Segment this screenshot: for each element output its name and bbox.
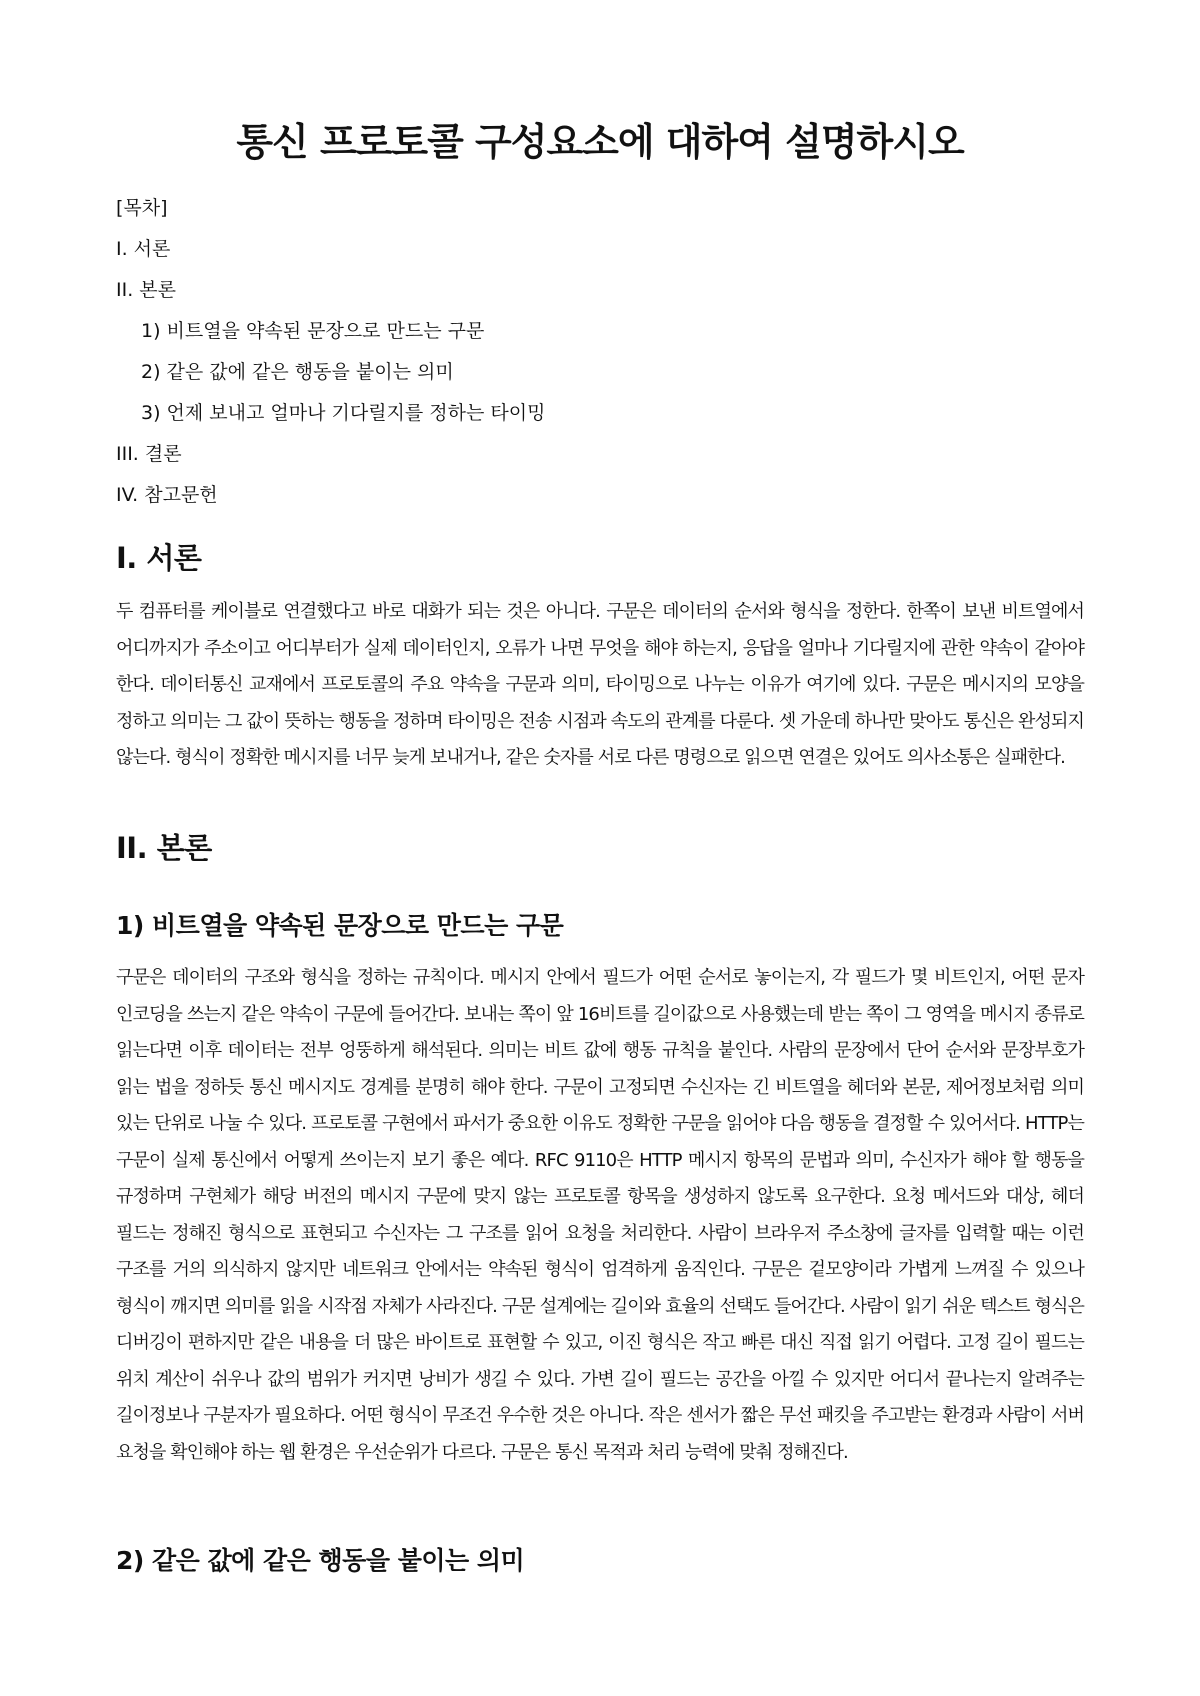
- table-of-contents: [116, 188, 1084, 516]
- toc-item-semantics: 2) 같은 값에 같은 행동을 붙이는 의미: [141, 361, 454, 383]
- document-title: 통신 프로토콜 구성요소에 대하여 설명하시오: [236, 120, 964, 164]
- toc-heading: [목차]: [116, 197, 168, 219]
- toc-item-body: II. 본론: [116, 279, 176, 301]
- syntax-paragraph: 구문은 데이터의 구조와 형식을 정하는 규칙이다. 메시지 안에서 필드가 어떤 순서로 놓이는지, 각 필드가 몇 비트인지, 어떤 문자 인코딩을 쓰는지 같은 약속이 구문에 들어간다. 보내는 쪽이 앞 16비트를 길이값으로 사용했는데 받는 쪽이 그 영역을 메시지 종류로 읽는다면 이후 데이터는 전부 엉뚱하게 해석된다. 의미는 비트 값에 행동 규칙을 붙인다. 사람의 문장에서 단어 순서와 문장부호가 읽는 법을 정하듯 통신 메시지도 경계를 분명히 해야 한다. 구문이 고정되면 수신자는 긴 비트열을 헤더와 본문, 제어정보처럼 의미 있는 단위로 나눌 수 있다. 프로토콜 구현에서 파서가 중요한 이유도 정확한 구문을 읽어야 다음 행동을 결정할 수 있어서다. HTTP는 구문이 실제 통신에서 어떻게 쓰이는지 보기 좋은 예다. RFC 9110은 HTTP 메시지 항목의 문법과 의미, 수신자가 해야 할 행동을 규정하며 구현체가 해당 버전의 메시지 구문에 맞지 않는 프로토콜 항목을 생성하지 않도록 요구한다. 요청 메서드와 대상, 헤더 필드는 정해진 형식으로 표현되고 수신자는 그 구조를 읽어 요청을 처리한다. 사람이 브라우저 주소창에 글자를 입력할 때는 이런 구조를 거의 의식하지 않지만 네트워크 안에서는 약속된 형식이 엄격하게 움직인다. 구문은 겉모양이라 가볍게 느껴질 수 있으나 형식이 깨지면 의미를 읽을 시작점 자체가 사라진다. 구문 설계에는 길이와 효율의 선택도 들어간다. 사람이 읽기 쉬운 텍스트 형식은 디버깅이 편하지만 같은 내용을 더 많은 바이트로 표현할 수 있고, 이진 형식은 작고 빠른 대신 직접 읽기 어렵다. 고정 길이 필드는 위치 계산이 쉬우나 값의 범위가 커지면 낭비가 생길 수 있다. 가변 길이 필드는 공간을 아낄 수 있지만 어디서 끝나는지 알려주는 길이정보나 구분자가 필요하다. 어떤 형식이 무조건 우수한 것은 아니다. 작은 센서가 짧은 무선 패킷을 주고받는 환경과 사람이 서버 요청을 확인해야 하는 웹 환경은 우선순위가 다르다. 구문은 통신 목적과 처리 능력에 맞춰 정해진다.: [116, 967, 1084, 1463]
- document-page: [116, 0, 1084, 1696]
- toc-item-timing: 3) 언제 보내고 얼마나 기다릴지를 정하는 타이밍: [141, 402, 546, 424]
- intro-heading: I. 서론: [116, 541, 202, 575]
- body-heading: II. 본론: [116, 831, 212, 865]
- toc-item-intro: I. 서론: [116, 238, 171, 260]
- intro-paragraph: 두 컴퓨터를 케이블로 연결했다고 바로 대화가 되는 것은 아니다. 구문은 데이터의 순서와 형식을 정한다. 한쪽이 보낸 비트열에서 어디까지가 주소이고 어디부터가 실제 데이터인지, 오류가 나면 무엇을 해야 하는지, 응답을 얼마나 기다릴지에 관한 약속이 같아야 한다. 데이터통신 교재에서 프로토콜의 주요 약속을 구문과 의미, 타이밍으로 나누는 이유가 여기에 있다. 구문은 메시지의 모양을 정하고 의미는 그 값이 뜻하는 행동을 정하며 타이밍은 전송 시점과 속도의 관계를 다룬다. 셋 가운데 하나만 맞아도 통신은 완성되지 않는다. 형식이 정확한 메시지를 너무 늦게 보내거나, 같은 숫자를 서로 다른 명령으로 읽으면 연결은 있어도 의사소통은 실패한다.: [116, 601, 1084, 768]
- toc-item-references: IV. 참고문헌: [116, 484, 218, 506]
- toc-item-syntax: 1) 비트열을 약속된 문장으로 만드는 구문: [141, 320, 485, 342]
- toc-item-conclusion: III. 결론: [116, 443, 182, 465]
- semantics-heading: 2) 같은 값에 같은 행동을 붙이는 의미: [116, 1546, 525, 1575]
- syntax-heading: 1) 비트열을 약속된 문장으로 만드는 구문: [116, 911, 564, 940]
